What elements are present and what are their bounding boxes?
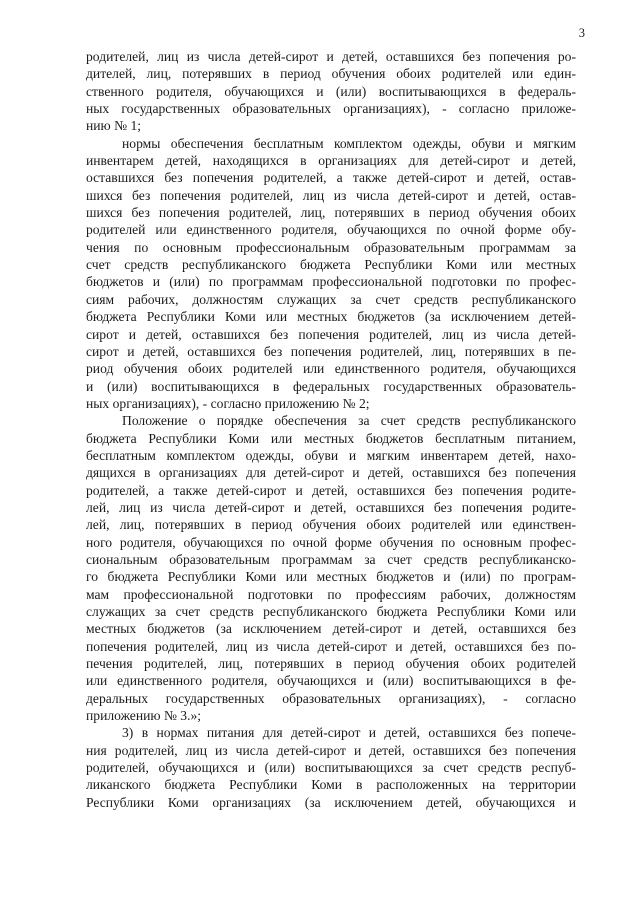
paragraph-continuation <box>86 48 576 135</box>
text-line: шихся без попечения родителей, лиц из числа детей-сирот и детей, остав- <box>86 187 576 203</box>
text-line: местных бюджетов (за исключением детей-сирот и детей, оставшихся без <box>86 621 576 637</box>
text-line: чения по основным профессиональным образовательным программам за <box>86 239 576 255</box>
text-line: дящихся в организациях для детей-сирот и детей, оставшихся без попечения <box>86 465 576 481</box>
text-line: риод обучения обоих родителей или единственного родителя, обучающихся <box>86 361 576 377</box>
text-line: бюджета Республики Коми или местных бюджетов (за исключением детей- <box>86 309 576 325</box>
text-line: попечения родителей, лиц из числа детей-сирот и детей, оставшихся без по- <box>86 638 576 654</box>
text-line: ственного родителя, обучающихся и (или) воспитывающихся в федераль- <box>86 83 576 99</box>
text-line: сиональным образовательным программам за счет средств республиканско- <box>86 551 576 567</box>
text-line: ных организациях), - согласно приложению № 2; <box>86 395 370 411</box>
text-line: Положение о порядке обеспечения за счет средств республиканского <box>122 413 576 429</box>
text-line: шихся без попечения родителей, лиц, потерявших в период обучения обоих <box>86 205 576 221</box>
text-line: печения родителей, лиц, потерявших в период обучения обоих родителей <box>86 656 576 672</box>
text-line: инвентарем детей, находящихся в организациях для детей-сирот и детей, <box>86 153 576 169</box>
text-line: ных государственных образовательных организациях), - согласно приложе- <box>86 101 576 117</box>
document-body <box>86 48 576 811</box>
text-line: служащих за счет средств республиканского бюджета Республики Коми или <box>86 604 576 619</box>
text-line: оставшихся без попечения родителей, а также детей-сирот и детей, остав- <box>86 170 576 186</box>
text-line: сирот и детей, оставшихся без попечения родителей, лиц, потерявших в пе- <box>86 343 576 359</box>
paragraph-item-3 <box>86 724 576 811</box>
text-line: нию № 1; <box>86 118 142 134</box>
page-number: 3 <box>578 26 585 40</box>
text-line: родителей, лиц из числа детей-сирот и детей, оставшихся без попечения ро- <box>86 49 576 64</box>
text-line: ния родителей, лиц из числа детей-сирот и детей, оставшихся без попечения <box>86 742 576 758</box>
text-line: ликанского бюджета Республики Коми в расположенных на территории <box>86 777 576 793</box>
text-line: лей, лиц, потерявших в период обучения обоих родителей или единствен- <box>86 517 576 533</box>
text-line: и (или) воспитывающихся в федеральных государственных образователь- <box>86 378 576 394</box>
text-line: родителей, обучающихся и (или) воспитывающихся за счет средств респуб- <box>86 760 576 776</box>
text-line: сиям рабочих, должностям служащих за счет средств республиканского <box>86 291 576 307</box>
text-line: деральных государственных образовательных организациях), - согласно <box>86 690 576 706</box>
text-line: родителей, а также детей-сирот и детей, оставшихся без попечения родите- <box>86 482 576 498</box>
text-line: бюджетов и (или) по программам профессиональной подготовки по профес- <box>86 274 576 290</box>
text-line: приложению № 3.»; <box>86 708 202 724</box>
text-line: го бюджета Республики Коми или местных бюджетов и (или) по програм- <box>86 569 576 585</box>
text-line: 3) в нормах питания для детей-сирот и детей, оставшихся без попече- <box>122 725 576 741</box>
text-line: сирот и детей, оставшихся без попечения родителей, лиц из числа детей- <box>86 326 576 342</box>
text-line: или единственного родителя, обучающихся и (или) воспитывающихся в фе- <box>86 673 576 689</box>
text-line: нормы обеспечения бесплатным комплектом одежды, обуви и мягким <box>122 135 576 151</box>
text-line: Республики Коми организациях (за исключением детей, обучающихся и <box>86 794 576 810</box>
text-line: мам профессиональной подготовки по профессиям рабочих, должностям <box>86 586 576 602</box>
text-line: счет средств республиканского бюджета Республики Коми или местных <box>86 257 576 273</box>
text-line: бесплатным комплектом одежды, обуви и мягким инвентарем детей, нахо- <box>86 447 576 463</box>
text-line: дителей, лиц, потерявших в период обучения обоих родителей или един- <box>86 66 576 82</box>
text-line: родителей или единственного родителя, обучающихся по очной форме обу- <box>86 222 576 238</box>
paragraph-clothing-norms <box>86 135 576 413</box>
text-line: бюджета Республики Коми или местных бюджетов бесплатным питанием, <box>86 430 576 446</box>
paragraph-provision-order <box>86 412 576 724</box>
text-line: ного родителя, обучающихся по очной форме обучения по основным профес- <box>86 534 576 550</box>
text-line: лей, лиц из числа детей-сирот и детей, оставшихся без попечения родите- <box>86 499 576 515</box>
